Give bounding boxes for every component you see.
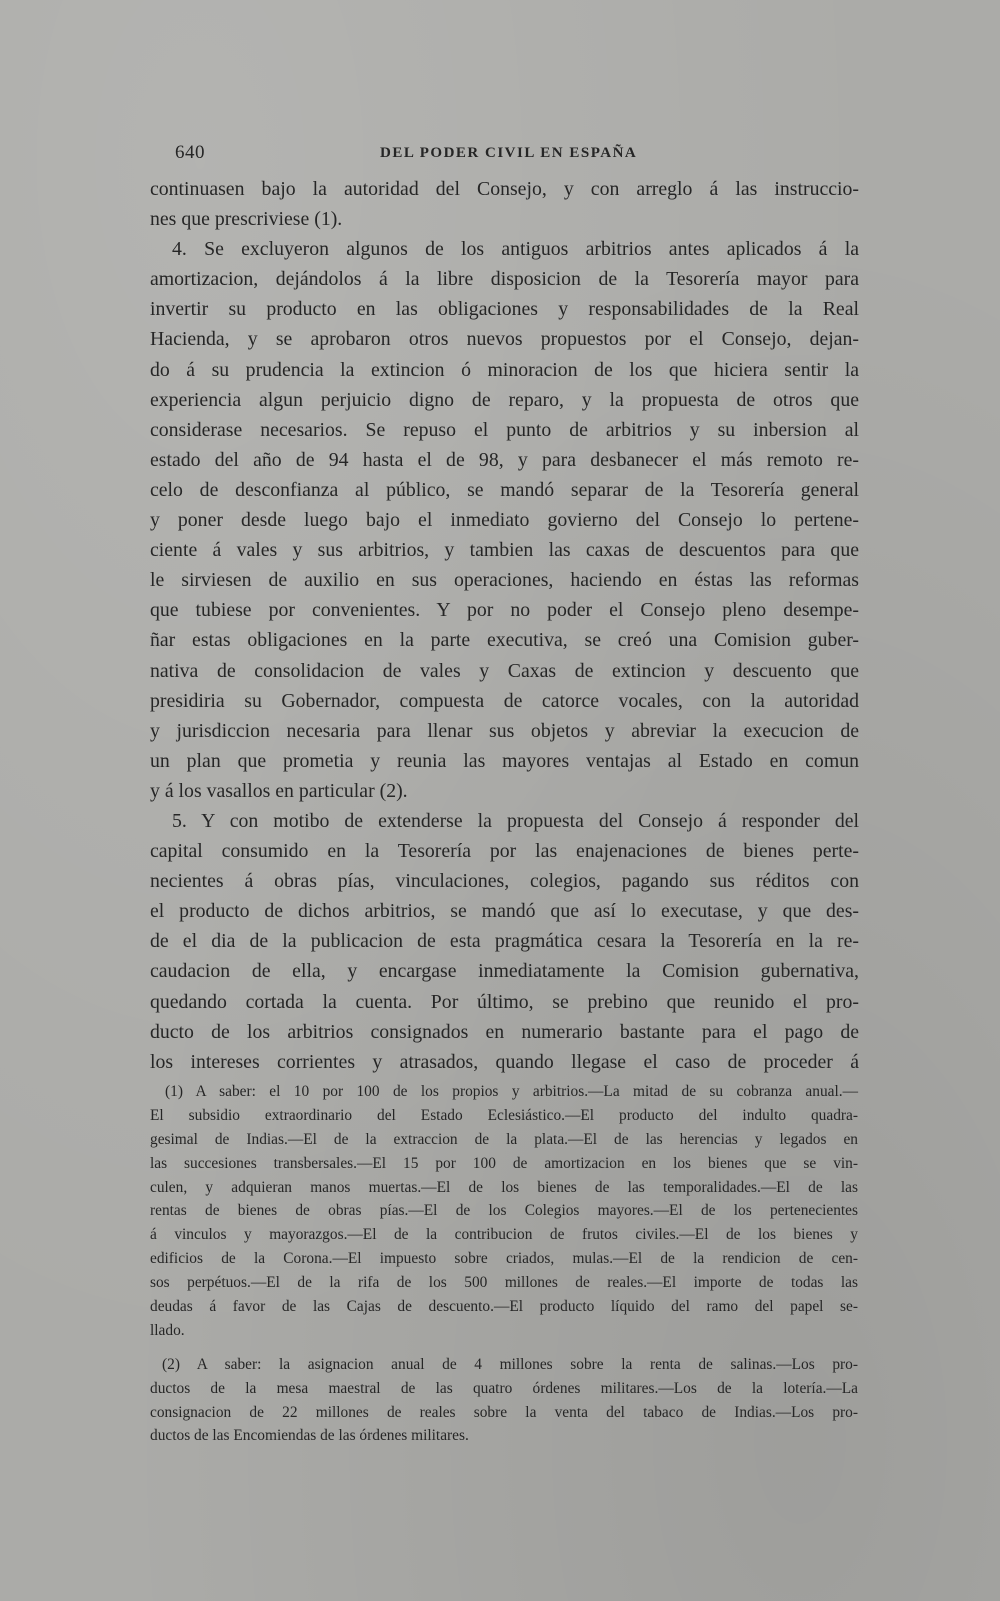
body-line: amortizacion, dejándolos á la libre disposicion de la Tesorería mayor para [150, 268, 859, 291]
body-line: continuasen bajo la autoridad del Consejo, y con arreglo á las instruccio- [150, 178, 859, 200]
running-title: DEL PODER CIVIL EN ESPAÑA [380, 145, 638, 161]
body-line: 4. Se excluyeron algunos de los antiguos arbitrios antes aplicados á la [172, 238, 859, 261]
body-line: estado del año de 94 hasta el de 98, y para desbanecer el más remoto re- [150, 448, 859, 471]
body-line: ciente á vales y sus arbitrios, y tambien las caxas de descuentos para que [150, 539, 859, 562]
body-line: de el dia de la publicacion de esta pragmática cesara la Tesorería en la re- [150, 930, 859, 953]
body-line: nativa de consolidacion de vales y Caxas de extincion y descuento que [150, 659, 859, 682]
page-header [175, 142, 865, 166]
footnote-line: llado. [150, 1321, 185, 1339]
footnote-line: rentas de bienes de obras pías.—El de los Colegios mayores.—El de los pertenecientes [150, 1202, 858, 1220]
body-line: 5. Y con motibo de extenderse la propuesta del Consejo á responder del [172, 809, 859, 832]
body-line: quedando cortada la cuenta. Por último, se prebino que reunido el pro- [150, 990, 859, 1013]
footnote-line: culen, y adquieran manos muertas.—El de los bienes de las temporalidades.—El de las [150, 1178, 858, 1196]
footnote-line: ductos de la mesa maestral de las quatro órdenes militares.—Los de la lotería.—La [150, 1379, 858, 1397]
body-line: invertir su producto en las obligaciones y responsabilidades de la Real [150, 298, 859, 321]
body-line: caudacion de ella, y encargase inmediatamente la Comision gubernativa, [150, 960, 859, 983]
body-line: le sirviesen de auxilio en sus operaciones, haciendo en éstas las reformas [150, 569, 859, 592]
footnote-spacer [150, 1343, 858, 1353]
body-line: do á su prudencia la extincion ó minoracion de los que hiciera sentir la [150, 358, 859, 381]
body-line: Hacienda, y se aprobaron otros nuevos propuestos por el Consejo, dejan- [150, 328, 859, 351]
body-line: capital consumido en la Tesorería por las enajenaciones de bienes perte- [150, 840, 859, 863]
body-line: y poner desde luego bajo el inmediato govierno del Consejo lo pertene- [150, 509, 859, 532]
body-line: un plan que prometia y reunia las mayores ventajas al Estado en comun [150, 749, 859, 772]
footnote-line: (2) A saber: la asignacion anual de 4 millones sobre la renta de salinas.—Los pro- [162, 1355, 858, 1373]
footnote-line: gesimal de Indias.—El de la extraccion de la plata.—El de las herencias y legados en [150, 1130, 858, 1148]
body-line: experiencia algun perjuicio digno de reparo, y la propuesta de otros que [150, 388, 859, 411]
body-line: y jurisdiccion necesaria para llenar sus objetos y abreviar la execucion de [150, 719, 859, 742]
footnote-line: edificios de la Corona.—El impuesto sobre criados, mulas.—El de la rendicion de cen- [150, 1250, 858, 1268]
body-line: necientes á obras pías, vinculaciones, colegios, pagando sus réditos con [150, 870, 859, 893]
body-line: nes que prescriviese (1). [150, 208, 343, 231]
body-line: considerase necesarios. Se repuso el punto de arbitrios y su inbersion al [150, 418, 859, 441]
footnote-line: las succesiones transbersales.—El 15 por 100 de amortizacion en los bienes que se vin- [150, 1154, 858, 1172]
body-line: presidiria su Gobernador, compuesta de catorce vocales, con la autoridad [150, 689, 859, 712]
footnote-line: sos perpétuos.—El de la rifa de los 500 millones de reales.—El importe de todas las [150, 1274, 858, 1292]
body-line: celo de desconfianza al público, se mandó separar de la Tesorería general [150, 478, 859, 501]
footnote-line: consignacion de 22 millones de reales sobre la venta del tabaco de Indias.—Los pro- [150, 1403, 858, 1421]
body-line: ducto de los arbitrios consignados en numerario bastante para el pago de [150, 1020, 859, 1043]
footnote-line: El subsidio extraordinario del Estado Eclesiástico.—El producto del indulto quadra- [150, 1106, 858, 1124]
body-line: ñar estas obligaciones en la parte executiva, se creó una Comision guber- [150, 629, 859, 652]
page-number: 640 [175, 142, 205, 163]
footnote-line: (1) A saber: el 10 por 100 de los propios y arbitrios.—La mitad de su cobranza anual.— [165, 1083, 858, 1100]
footnote-line: deudas á favor de las Cajas de descuento.—El producto líquido del ramo del papel se- [150, 1298, 858, 1316]
body-line: el producto de dichos arbitrios, se mandó que así lo executase, y que des- [150, 900, 859, 923]
body-line: que tubiese por convenientes. Y por no poder el Consejo pleno desempe- [150, 599, 859, 622]
body-text [150, 174, 859, 1077]
footnote-line: ductos de las Encomiendas de las órdenes militares. [150, 1427, 469, 1445]
body-line: los intereses corrientes y atrasados, quando llegase el caso de proceder á [150, 1050, 859, 1073]
footnotes [150, 1080, 858, 1448]
body-line: y á los vasallos en particular (2). [150, 779, 408, 802]
footnote-line: á vinculos y mayorazgos.—El de la contribucion de frutos civiles.—El de los bienes y [150, 1226, 858, 1244]
